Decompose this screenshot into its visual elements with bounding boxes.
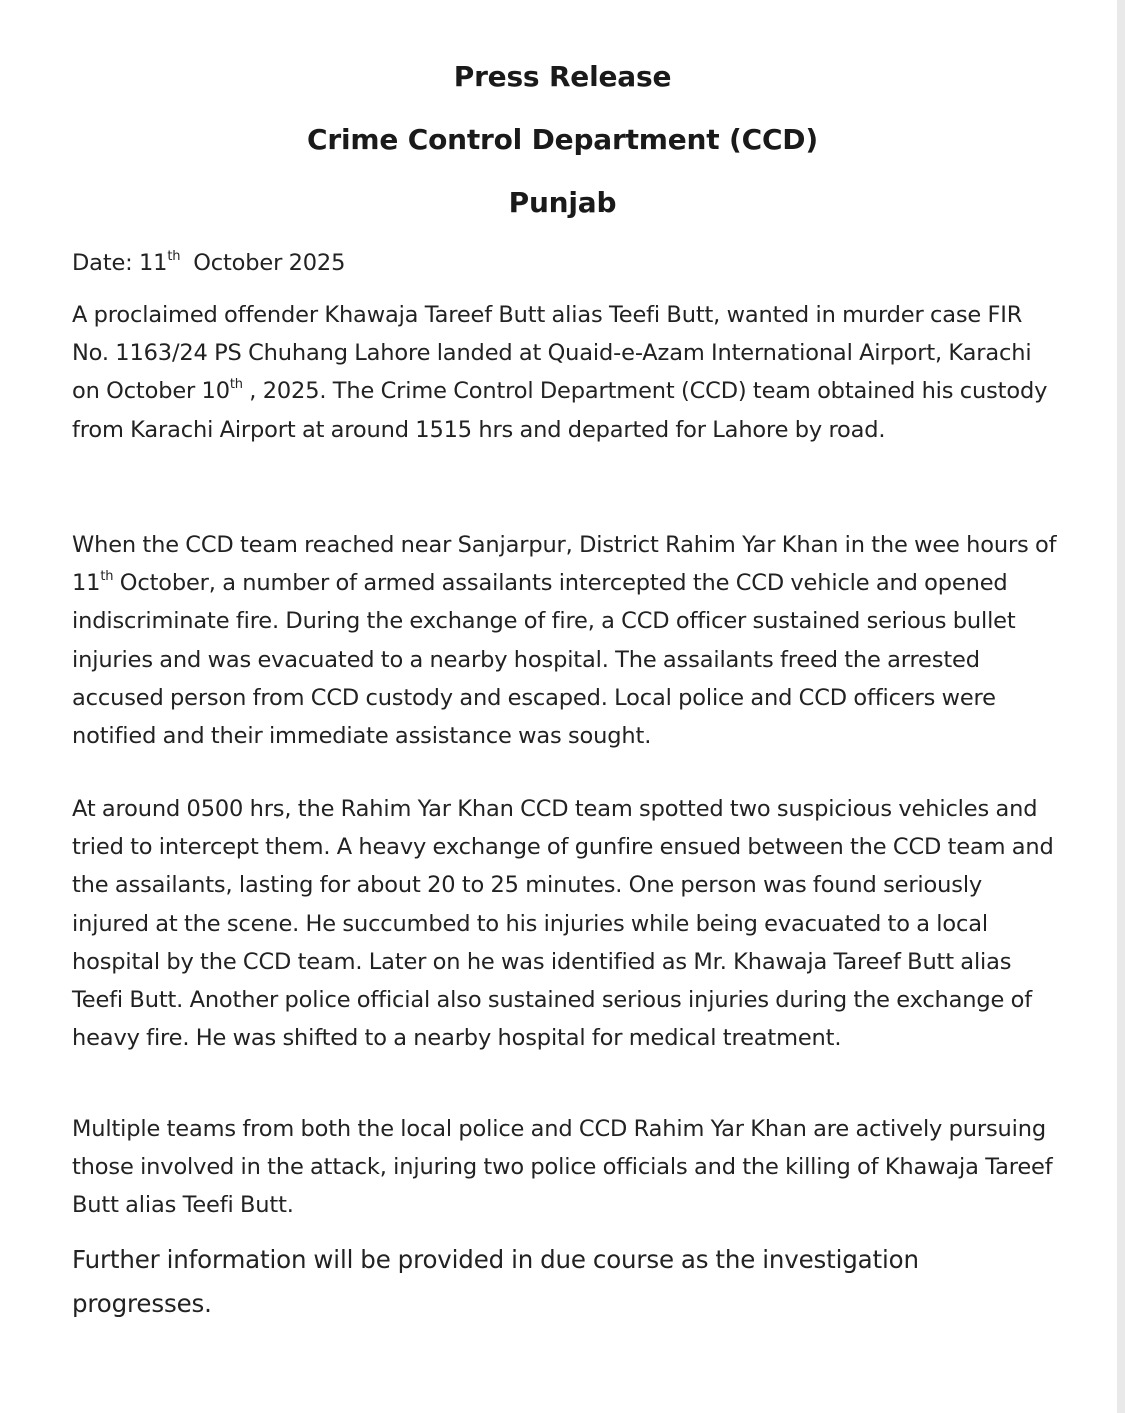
paragraph-5 (72, 1238, 1062, 1326)
paragraph-1-ordinal: th (229, 377, 243, 393)
paragraph-2 (72, 526, 1062, 755)
release-date (72, 244, 1062, 282)
page-edge (1117, 0, 1125, 1413)
press-release-title: Press Release (453, 60, 672, 93)
paragraph-4-text: Multiple teams from both the local police and CCD Rahim Yar Khan are actively pursuing those involved in the attack, injuring two police officials and the killing of Khawaja Tareef Butt alias Teefi Butt. (72, 1116, 1053, 1219)
paragraph-1-text-b: , 2025. The Crime Control Department (CCD) team obtained his custody from Karachi Airport at around 1515 hrs and departed for Lahore by road. (72, 378, 1048, 443)
paragraph-2-ordinal: th (100, 569, 114, 585)
paragraph-5-text: Further information will be provided in due course as the investigation progresses. (72, 1245, 919, 1318)
paragraph-1-text-a: A proclaimed offender Khawaja Tareef Butt alias Teefi Butt, wanted in murder case FIR No. 1163/24 PS Chuhang Lahore landed at Quaid-e-Azam International Airport, Karachi on October 10 (72, 302, 1032, 405)
paragraph-3-text: At around 0500 hrs, the Rahim Yar Khan CCD team spotted two suspicious vehicles and tried to intercept them. A heavy exchange of gunfire ensued between the CCD team and the assailants, lasting for about 20 to 25 minutes. One person was found seriously injured at the scene. He succumbed to his injuries while being evacuated to a local hospital by the CCD team. Later on he was identified as Mr. Khawaja Tareef Butt alias Teefi Butt. Another police official also sustained serious injuries during the exchange of heavy fire. He was shifted to a nearby hospital for medical treatment. (72, 796, 1054, 1052)
paragraph-1 (72, 296, 1062, 449)
paragraph-3 (72, 790, 1062, 1057)
paragraph-2-text-a: When the CCD team reached near Sanjarpur, District Rahim Yar Khan in the wee hours of 11 (72, 532, 1057, 597)
paragraph-2-text-b: October, a number of armed assailants intercepted the CCD vehicle and opened indiscriminate fire. During the exchange of fire, a CCD officer sustained serious bullet injuries and was evacuated to a nearby hospital. The assailants freed the arrested accused person from CCD custody and escaped. Local police and CCD officers were notified and their immediate assistance was sought. (72, 570, 1016, 750)
department-name: Crime Control Department (CCD) (307, 123, 818, 156)
paragraph-4 (72, 1110, 1062, 1225)
date-label: Date: 11 (72, 250, 168, 276)
date-ordinal: th (167, 249, 181, 264)
region-name: Punjab (508, 186, 617, 219)
date-month-year: October 2025 (193, 250, 346, 276)
